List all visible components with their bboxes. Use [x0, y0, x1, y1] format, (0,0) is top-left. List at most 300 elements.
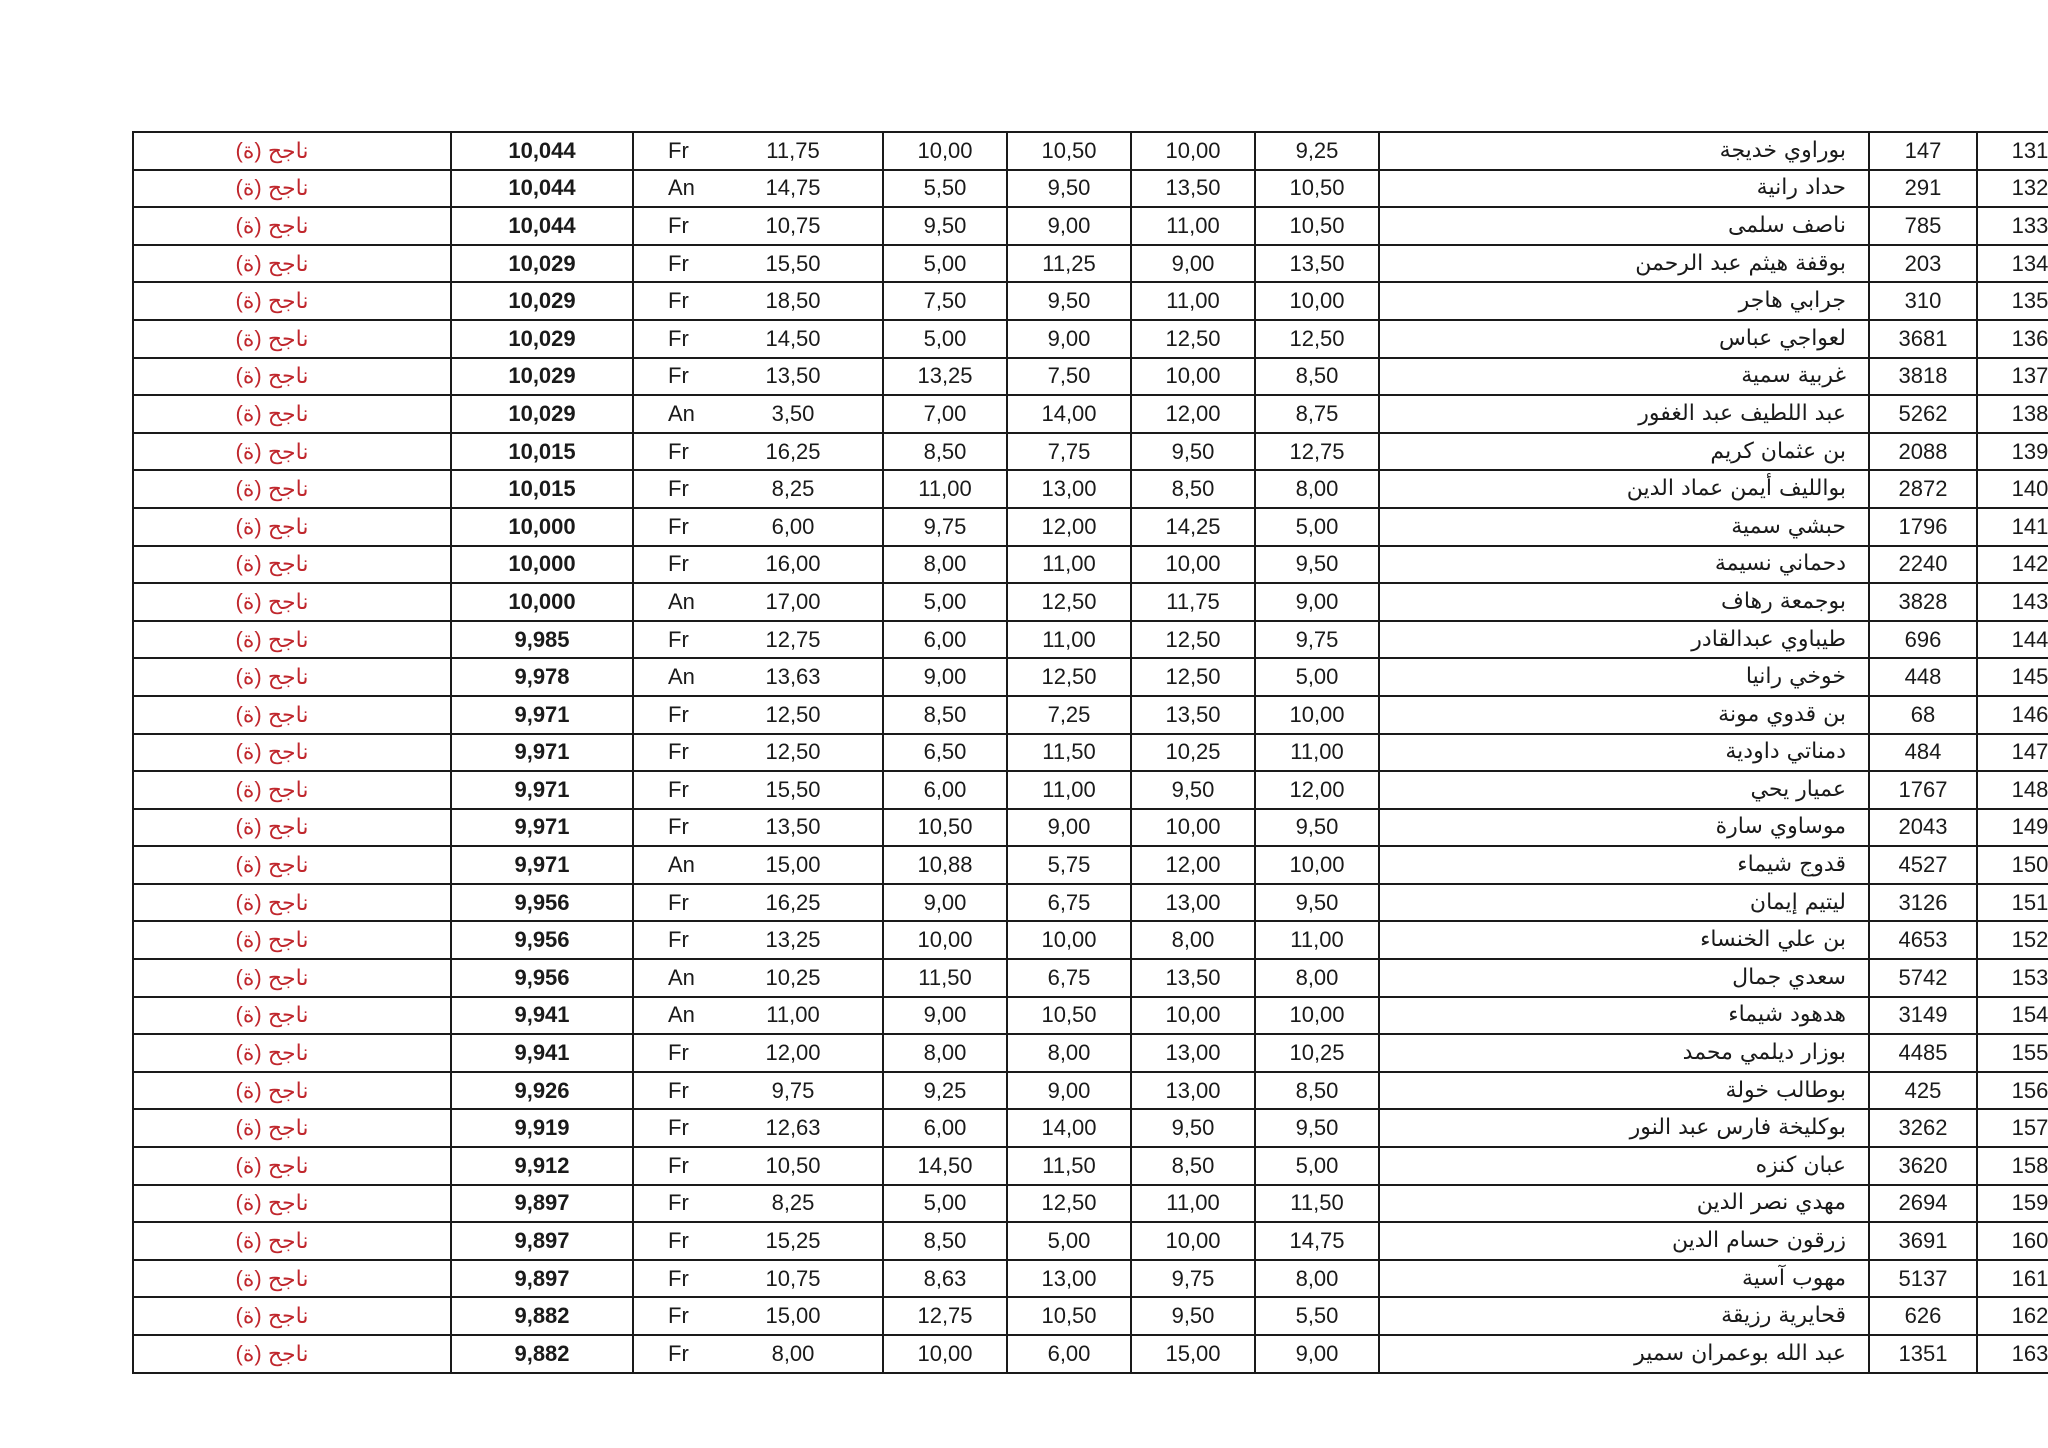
grade-cell-5: 17,00: [728, 583, 883, 621]
grade-cell-2: 13,00: [1131, 1034, 1255, 1072]
grade-cell-3: 11,00: [1007, 546, 1131, 584]
grade-cell-3: 11,00: [1007, 621, 1131, 659]
grade-cell-5: 12,75: [728, 621, 883, 659]
student-name-cell: بوجمعة رهاف: [1379, 583, 1869, 621]
table-row: [133, 1260, 2048, 1298]
language-cell: Fr: [633, 1147, 728, 1185]
grade-cell-1: 10,00: [1255, 282, 1379, 320]
status-cell: ناجح (ة): [133, 997, 451, 1035]
grade-cell-3: 10,50: [1007, 1297, 1131, 1335]
table-row: [133, 433, 2048, 471]
student-name-cell: موساوي سارة: [1379, 809, 1869, 847]
student-name-cell: قحايرية رزيقة: [1379, 1297, 1869, 1335]
grade-cell-3: 6,75: [1007, 959, 1131, 997]
table-row: [133, 997, 2048, 1035]
table-row: [133, 1034, 2048, 1072]
grade-cell-5: 10,50: [728, 1147, 883, 1185]
student-name-cell: مهدي نصر الدين: [1379, 1185, 1869, 1223]
student-id-cell: 2240: [1869, 546, 1977, 584]
student-name-cell: عبد اللطيف عبد الغفور: [1379, 395, 1869, 433]
average-cell: 10,000: [451, 546, 633, 584]
student-name-cell: طيباوي عبدالقادر: [1379, 621, 1869, 659]
average-cell: 10,029: [451, 320, 633, 358]
status-cell: ناجح (ة): [133, 1034, 451, 1072]
average-cell: 9,978: [451, 658, 633, 696]
language-cell: Fr: [633, 358, 728, 396]
grade-cell-4: 5,50: [883, 170, 1007, 208]
grade-cell-2: 11,00: [1131, 207, 1255, 245]
rank-cell: 147: [1977, 734, 2048, 772]
grade-cell-3: 5,00: [1007, 1222, 1131, 1260]
table-row: [133, 771, 2048, 809]
grade-cell-4: 7,50: [883, 282, 1007, 320]
status-cell: ناجح (ة): [133, 1147, 451, 1185]
rank-cell: 162: [1977, 1297, 2048, 1335]
grade-cell-1: 5,50: [1255, 1297, 1379, 1335]
student-id-cell: 4485: [1869, 1034, 1977, 1072]
grade-cell-1: 5,00: [1255, 508, 1379, 546]
grade-cell-5: 12,63: [728, 1109, 883, 1147]
status-cell: ناجح (ة): [133, 546, 451, 584]
grade-cell-2: 10,25: [1131, 734, 1255, 772]
student-name-cell: دمناتي داودية: [1379, 734, 1869, 772]
rank-cell: 157: [1977, 1109, 2048, 1147]
grade-cell-3: 5,75: [1007, 846, 1131, 884]
grade-cell-1: 14,75: [1255, 1222, 1379, 1260]
language-cell: Fr: [633, 696, 728, 734]
language-cell: Fr: [633, 1335, 728, 1373]
student-id-cell: 3681: [1869, 320, 1977, 358]
grade-cell-5: 16,25: [728, 884, 883, 922]
average-cell: 9,912: [451, 1147, 633, 1185]
grade-cell-3: 9,00: [1007, 1072, 1131, 1110]
table-row: [133, 809, 2048, 847]
student-name-cell: جرابي هاجر: [1379, 282, 1869, 320]
status-cell: ناجح (ة): [133, 734, 451, 772]
grade-cell-2: 9,75: [1131, 1260, 1255, 1298]
average-cell: 9,897: [451, 1260, 633, 1298]
grade-cell-1: 11,00: [1255, 734, 1379, 772]
language-cell: Fr: [633, 809, 728, 847]
grade-cell-2: 11,75: [1131, 583, 1255, 621]
grade-cell-3: 10,00: [1007, 921, 1131, 959]
grade-cell-1: 10,00: [1255, 696, 1379, 734]
table-row: [133, 1109, 2048, 1147]
average-cell: 9,882: [451, 1335, 633, 1373]
status-cell: ناجح (ة): [133, 358, 451, 396]
grade-cell-4: 9,00: [883, 884, 1007, 922]
grade-cell-4: 9,75: [883, 508, 1007, 546]
average-cell: 9,956: [451, 959, 633, 997]
average-cell: 9,956: [451, 921, 633, 959]
grade-cell-1: 12,75: [1255, 433, 1379, 471]
rank-cell: 133: [1977, 207, 2048, 245]
grade-cell-1: 5,00: [1255, 658, 1379, 696]
average-cell: 10,029: [451, 245, 633, 283]
grade-cell-2: 12,50: [1131, 320, 1255, 358]
grade-cell-3: 9,00: [1007, 207, 1131, 245]
grade-cell-5: 13,50: [728, 358, 883, 396]
table-row: [133, 207, 2048, 245]
language-cell: Fr: [633, 1260, 728, 1298]
grade-cell-3: 9,50: [1007, 170, 1131, 208]
average-cell: 9,985: [451, 621, 633, 659]
language-cell: An: [633, 658, 728, 696]
table-row: [133, 959, 2048, 997]
grade-cell-3: 7,50: [1007, 358, 1131, 396]
grade-cell-1: 9,00: [1255, 583, 1379, 621]
grade-cell-1: 11,50: [1255, 1185, 1379, 1223]
grade-cell-3: 12,50: [1007, 1185, 1131, 1223]
status-cell: ناجح (ة): [133, 1335, 451, 1373]
student-id-cell: 1351: [1869, 1335, 1977, 1373]
grade-cell-5: 11,75: [728, 132, 883, 170]
table-row: [133, 508, 2048, 546]
student-id-cell: 147: [1869, 132, 1977, 170]
table-row: [133, 884, 2048, 922]
status-cell: ناجح (ة): [133, 959, 451, 997]
language-cell: Fr: [633, 921, 728, 959]
language-cell: Fr: [633, 320, 728, 358]
grade-cell-4: 8,50: [883, 1222, 1007, 1260]
student-name-cell: حبشي سمية: [1379, 508, 1869, 546]
average-cell: 10,015: [451, 433, 633, 471]
student-id-cell: 291: [1869, 170, 1977, 208]
student-name-cell: قدوج شيماء: [1379, 846, 1869, 884]
table-row: [133, 1335, 2048, 1373]
language-cell: Fr: [633, 546, 728, 584]
student-id-cell: 5137: [1869, 1260, 1977, 1298]
student-name-cell: بن عثمان كريم: [1379, 433, 1869, 471]
grade-cell-5: 15,00: [728, 1297, 883, 1335]
grade-cell-4: 5,00: [883, 320, 1007, 358]
student-id-cell: 626: [1869, 1297, 1977, 1335]
grade-cell-5: 15,50: [728, 771, 883, 809]
student-id-cell: 203: [1869, 245, 1977, 283]
grade-cell-3: 6,00: [1007, 1335, 1131, 1373]
status-cell: ناجح (ة): [133, 170, 451, 208]
rank-cell: 160: [1977, 1222, 2048, 1260]
student-id-cell: 4527: [1869, 846, 1977, 884]
grade-cell-1: 12,50: [1255, 320, 1379, 358]
language-cell: An: [633, 395, 728, 433]
student-id-cell: 5262: [1869, 395, 1977, 433]
grade-cell-2: 14,25: [1131, 508, 1255, 546]
table-row: [133, 583, 2048, 621]
grade-cell-1: 9,75: [1255, 621, 1379, 659]
grade-cell-4: 11,50: [883, 959, 1007, 997]
language-cell: Fr: [633, 470, 728, 508]
grade-cell-4: 9,25: [883, 1072, 1007, 1110]
grade-cell-1: 10,50: [1255, 170, 1379, 208]
grade-cell-5: 8,25: [728, 470, 883, 508]
grade-cell-2: 11,00: [1131, 282, 1255, 320]
grade-cell-4: 6,00: [883, 1109, 1007, 1147]
grade-cell-4: 12,75: [883, 1297, 1007, 1335]
grade-cell-4: 8,00: [883, 1034, 1007, 1072]
grade-cell-2: 13,00: [1131, 884, 1255, 922]
table-row: [133, 1222, 2048, 1260]
rank-cell: 155: [1977, 1034, 2048, 1072]
table-row: [133, 470, 2048, 508]
rank-cell: 150: [1977, 846, 2048, 884]
average-cell: 9,919: [451, 1109, 633, 1147]
grade-cell-4: 5,00: [883, 583, 1007, 621]
student-name-cell: بوالليف أيمن عماد الدين: [1379, 470, 1869, 508]
grade-cell-5: 15,00: [728, 846, 883, 884]
language-cell: Fr: [633, 1297, 728, 1335]
grade-cell-3: 12,50: [1007, 658, 1131, 696]
grade-cell-4: 5,00: [883, 1185, 1007, 1223]
rank-cell: 142: [1977, 546, 2048, 584]
rank-cell: 158: [1977, 1147, 2048, 1185]
student-id-cell: 3262: [1869, 1109, 1977, 1147]
grade-cell-3: 9,00: [1007, 320, 1131, 358]
table-row: [133, 546, 2048, 584]
grade-cell-2: 9,50: [1131, 771, 1255, 809]
status-cell: ناجح (ة): [133, 658, 451, 696]
grade-cell-5: 10,25: [728, 959, 883, 997]
table-row: [133, 1185, 2048, 1223]
status-cell: ناجح (ة): [133, 508, 451, 546]
average-cell: 10,029: [451, 282, 633, 320]
grade-cell-2: 15,00: [1131, 1335, 1255, 1373]
rank-cell: 140: [1977, 470, 2048, 508]
language-cell: An: [633, 997, 728, 1035]
grade-cell-4: 10,00: [883, 132, 1007, 170]
grade-cell-3: 11,25: [1007, 245, 1131, 283]
grade-cell-4: 5,00: [883, 245, 1007, 283]
grade-cell-2: 8,50: [1131, 1147, 1255, 1185]
table-row: [133, 132, 2048, 170]
grade-cell-4: 9,00: [883, 997, 1007, 1035]
grade-cell-3: 7,75: [1007, 433, 1131, 471]
grade-cell-1: 9,25: [1255, 132, 1379, 170]
grade-cell-5: 13,25: [728, 921, 883, 959]
grade-cell-5: 15,25: [728, 1222, 883, 1260]
grade-cell-3: 12,00: [1007, 508, 1131, 546]
rank-cell: 144: [1977, 621, 2048, 659]
grade-cell-1: 9,50: [1255, 1109, 1379, 1147]
grade-cell-4: 10,00: [883, 1335, 1007, 1373]
grade-cell-5: 18,50: [728, 282, 883, 320]
student-id-cell: 2872: [1869, 470, 1977, 508]
average-cell: 10,000: [451, 508, 633, 546]
status-cell: ناجح (ة): [133, 1072, 451, 1110]
language-cell: Fr: [633, 771, 728, 809]
status-cell: ناجح (ة): [133, 809, 451, 847]
rank-cell: 149: [1977, 809, 2048, 847]
grade-cell-1: 10,00: [1255, 997, 1379, 1035]
average-cell: 9,926: [451, 1072, 633, 1110]
student-name-cell: مهوب آسية: [1379, 1260, 1869, 1298]
status-cell: ناجح (ة): [133, 1297, 451, 1335]
student-id-cell: 2088: [1869, 433, 1977, 471]
status-cell: ناجح (ة): [133, 433, 451, 471]
grade-cell-4: 11,00: [883, 470, 1007, 508]
average-cell: 10,044: [451, 170, 633, 208]
rank-cell: 136: [1977, 320, 2048, 358]
grade-cell-1: 8,50: [1255, 358, 1379, 396]
table-row: [133, 320, 2048, 358]
grade-cell-2: 12,00: [1131, 395, 1255, 433]
status-cell: ناجح (ة): [133, 696, 451, 734]
rank-cell: 131: [1977, 132, 2048, 170]
student-name-cell: زرقون حسام الدين: [1379, 1222, 1869, 1260]
rank-cell: 139: [1977, 433, 2048, 471]
grade-cell-2: 11,00: [1131, 1185, 1255, 1223]
average-cell: 9,971: [451, 809, 633, 847]
grade-cell-2: 9,00: [1131, 245, 1255, 283]
average-cell: 9,941: [451, 1034, 633, 1072]
status-cell: ناجح (ة): [133, 846, 451, 884]
language-cell: An: [633, 959, 728, 997]
grade-cell-3: 8,00: [1007, 1034, 1131, 1072]
table-row: [133, 1147, 2048, 1185]
grade-cell-2: 12,50: [1131, 658, 1255, 696]
grade-cell-1: 9,50: [1255, 546, 1379, 584]
student-id-cell: 3818: [1869, 358, 1977, 396]
grade-cell-3: 13,00: [1007, 470, 1131, 508]
status-cell: ناجح (ة): [133, 621, 451, 659]
grade-cell-5: 11,00: [728, 997, 883, 1035]
language-cell: Fr: [633, 207, 728, 245]
student-id-cell: 2694: [1869, 1185, 1977, 1223]
rank-cell: 163: [1977, 1335, 2048, 1373]
student-id-cell: 4653: [1869, 921, 1977, 959]
rank-cell: 135: [1977, 282, 2048, 320]
table-row: [133, 170, 2048, 208]
student-name-cell: عبان كنزه: [1379, 1147, 1869, 1185]
language-cell: Fr: [633, 282, 728, 320]
grade-cell-2: 9,50: [1131, 1297, 1255, 1335]
grade-cell-1: 8,00: [1255, 470, 1379, 508]
average-cell: 9,971: [451, 734, 633, 772]
grade-cell-5: 12,00: [728, 1034, 883, 1072]
status-cell: ناجح (ة): [133, 921, 451, 959]
student-id-cell: 1796: [1869, 508, 1977, 546]
table-row: [133, 734, 2048, 772]
student-name-cell: لعواجي عباس: [1379, 320, 1869, 358]
grade-cell-4: 9,50: [883, 207, 1007, 245]
grade-cell-3: 14,00: [1007, 395, 1131, 433]
student-id-cell: 5742: [1869, 959, 1977, 997]
table-row: [133, 245, 2048, 283]
language-cell: Fr: [633, 734, 728, 772]
rank-cell: 132: [1977, 170, 2048, 208]
student-name-cell: ناصف سلمى: [1379, 207, 1869, 245]
grade-cell-5: 9,75: [728, 1072, 883, 1110]
student-id-cell: 3126: [1869, 884, 1977, 922]
status-cell: ناجح (ة): [133, 245, 451, 283]
student-id-cell: 1767: [1869, 771, 1977, 809]
language-cell: Fr: [633, 1072, 728, 1110]
grade-cell-3: 9,50: [1007, 282, 1131, 320]
student-name-cell: ليتيم إيمان: [1379, 884, 1869, 922]
table-row: [133, 921, 2048, 959]
table-row: [133, 1072, 2048, 1110]
grade-cell-2: 8,50: [1131, 470, 1255, 508]
student-name-cell: عبد الله بوعمران سمير: [1379, 1335, 1869, 1373]
average-cell: 9,971: [451, 696, 633, 734]
grade-cell-5: 14,75: [728, 170, 883, 208]
average-cell: 10,015: [451, 470, 633, 508]
status-cell: ناجح (ة): [133, 1222, 451, 1260]
student-id-cell: 3691: [1869, 1222, 1977, 1260]
grade-cell-3: 10,50: [1007, 132, 1131, 170]
grade-cell-4: 6,50: [883, 734, 1007, 772]
grade-cell-1: 11,00: [1255, 921, 1379, 959]
student-id-cell: 3828: [1869, 583, 1977, 621]
student-name-cell: هدهود شيماء: [1379, 997, 1869, 1035]
grade-cell-1: 8,00: [1255, 1260, 1379, 1298]
grade-cell-2: 10,00: [1131, 809, 1255, 847]
student-name-cell: بوراوي خديجة: [1379, 132, 1869, 170]
grade-cell-4: 7,00: [883, 395, 1007, 433]
student-name-cell: بوكليخة فارس عبد النور: [1379, 1109, 1869, 1147]
average-cell: 10,044: [451, 132, 633, 170]
student-name-cell: بن قدوي مونة: [1379, 696, 1869, 734]
table-row: [133, 658, 2048, 696]
student-name-cell: دحماني نسيمة: [1379, 546, 1869, 584]
grade-cell-3: 6,75: [1007, 884, 1131, 922]
status-cell: ناجح (ة): [133, 395, 451, 433]
student-id-cell: 310: [1869, 282, 1977, 320]
grade-cell-4: 10,50: [883, 809, 1007, 847]
grade-cell-3: 9,00: [1007, 809, 1131, 847]
rank-cell: 146: [1977, 696, 2048, 734]
grade-cell-3: 11,50: [1007, 1147, 1131, 1185]
grade-cell-5: 16,25: [728, 433, 883, 471]
language-cell: An: [633, 583, 728, 621]
status-cell: ناجح (ة): [133, 771, 451, 809]
grade-cell-4: 13,25: [883, 358, 1007, 396]
grade-cell-2: 12,00: [1131, 846, 1255, 884]
rank-cell: 159: [1977, 1185, 2048, 1223]
grade-cell-5: 10,75: [728, 207, 883, 245]
grade-cell-5: 6,00: [728, 508, 883, 546]
average-cell: 9,956: [451, 884, 633, 922]
rank-cell: 134: [1977, 245, 2048, 283]
grade-cell-1: 9,50: [1255, 884, 1379, 922]
language-cell: Fr: [633, 884, 728, 922]
grade-cell-4: 8,00: [883, 546, 1007, 584]
grade-cell-2: 9,50: [1131, 1109, 1255, 1147]
student-id-cell: 68: [1869, 696, 1977, 734]
average-cell: 10,029: [451, 395, 633, 433]
grade-cell-3: 11,50: [1007, 734, 1131, 772]
grade-cell-5: 13,63: [728, 658, 883, 696]
table-row: [133, 621, 2048, 659]
grade-cell-1: 10,50: [1255, 207, 1379, 245]
grade-cell-1: 12,00: [1255, 771, 1379, 809]
average-cell: 9,897: [451, 1185, 633, 1223]
average-cell: 9,897: [451, 1222, 633, 1260]
average-cell: 9,882: [451, 1297, 633, 1335]
grade-cell-2: 12,50: [1131, 621, 1255, 659]
grade-cell-5: 13,50: [728, 809, 883, 847]
language-cell: An: [633, 170, 728, 208]
average-cell: 9,971: [451, 846, 633, 884]
student-name-cell: بوطالب خولة: [1379, 1072, 1869, 1110]
language-cell: Fr: [633, 245, 728, 283]
rank-cell: 137: [1977, 358, 2048, 396]
student-id-cell: 785: [1869, 207, 1977, 245]
rank-cell: 161: [1977, 1260, 2048, 1298]
student-name-cell: حداد رانية: [1379, 170, 1869, 208]
status-cell: ناجح (ة): [133, 320, 451, 358]
grade-cell-2: 13,50: [1131, 170, 1255, 208]
